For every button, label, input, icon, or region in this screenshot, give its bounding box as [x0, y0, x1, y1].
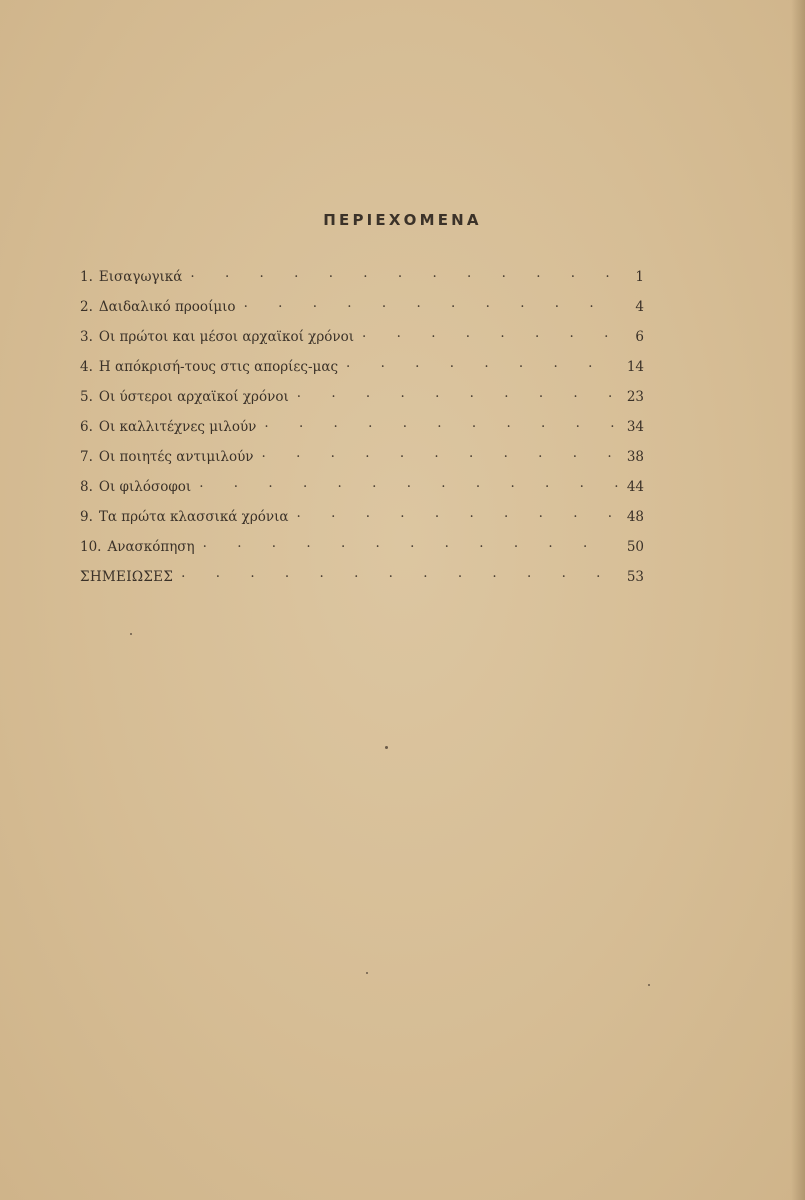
toc-leader-dots — [199, 472, 618, 502]
page-edge-shadow — [791, 0, 805, 1200]
paper-speck — [366, 972, 368, 974]
toc-entry-label: Οι φιλόσοφοι — [98, 479, 192, 495]
toc-leader-dots — [262, 442, 619, 472]
toc-entry — [80, 292, 644, 322]
toc-entry-page: 1 — [635, 269, 644, 285]
toc-leader-dots — [181, 562, 618, 592]
toc-entry-page: 53 — [626, 569, 644, 585]
toc-entry-number: 7. — [80, 449, 93, 465]
toc-entry-page: 23 — [626, 389, 644, 405]
toc-entry-number: 6. — [80, 419, 93, 435]
toc-entry-page: 38 — [626, 449, 644, 465]
toc-entry-number: 4. — [80, 359, 93, 375]
toc-entry-number: 3. — [80, 329, 93, 345]
toc-entry-number: 8. — [80, 479, 93, 495]
toc-entry-label: Τα πρώτα κλασσικά χρόνια — [98, 509, 289, 525]
table-of-contents — [80, 262, 644, 592]
toc-entry-page: 34 — [626, 419, 644, 435]
toc-entry-page: 4 — [635, 299, 644, 315]
toc-leader-dots — [362, 322, 618, 352]
toc-entry-number: 5. — [80, 389, 93, 405]
toc-entry — [80, 532, 644, 562]
toc-leader-dots — [203, 532, 618, 562]
toc-entry-label: Οι πρώτοι και μέσοι αρχαϊκοί χρόνοι — [98, 329, 355, 345]
toc-entry-page: 50 — [626, 539, 644, 555]
toc-entry-page: 6 — [635, 329, 644, 345]
toc-entry — [80, 472, 644, 502]
toc-entry-number: 9. — [80, 509, 93, 525]
toc-entry — [80, 382, 644, 412]
toc-entry-page: 44 — [626, 479, 644, 495]
toc-entry-number: 2. — [80, 299, 93, 315]
toc-leader-dots — [244, 292, 618, 322]
toc-entry-label: Ανασκόπηση — [107, 539, 195, 555]
toc-title: ΠΕΡΙΕΧΟΜΕΝΑ — [323, 211, 482, 229]
toc-leader-dots — [346, 352, 618, 382]
toc-entry-label: Οι ποιητές αντιμιλούν — [98, 449, 254, 465]
paper-speck — [648, 984, 650, 986]
toc-entry — [80, 352, 644, 382]
toc-entry-label: Οι καλλιτέχνες μιλούν — [98, 419, 257, 435]
toc-entry — [80, 442, 644, 472]
toc-entry-number: 1. — [80, 269, 93, 285]
toc-entry-label: Οι ύστεροι αρχαϊκοί χρόνοι — [98, 389, 289, 405]
toc-entry-label: ΣΗΜΕΙΩΣΕΣ — [80, 569, 174, 585]
toc-leader-dots — [190, 262, 618, 292]
toc-entry — [80, 322, 644, 352]
toc-entry-label: Δαιδαλικό προοίμιο — [98, 299, 236, 315]
toc-entry-number: 10. — [80, 539, 102, 555]
toc-leader-dots — [297, 502, 618, 532]
toc-entry — [80, 412, 644, 442]
toc-entry-page: 14 — [626, 359, 644, 375]
toc-leader-dots — [297, 382, 618, 412]
toc-entry — [80, 502, 644, 532]
toc-entry-label: Η απόκρισή-τους στις απορίες-μας — [98, 359, 339, 375]
toc-entry-notes — [80, 562, 644, 592]
toc-entry-page: 48 — [626, 509, 644, 525]
toc-leader-dots — [264, 412, 618, 442]
paper-speck — [130, 633, 132, 635]
toc-entry-label: Εισαγωγικά — [98, 269, 183, 285]
paper-speck — [385, 746, 388, 749]
toc-entry — [80, 262, 644, 292]
